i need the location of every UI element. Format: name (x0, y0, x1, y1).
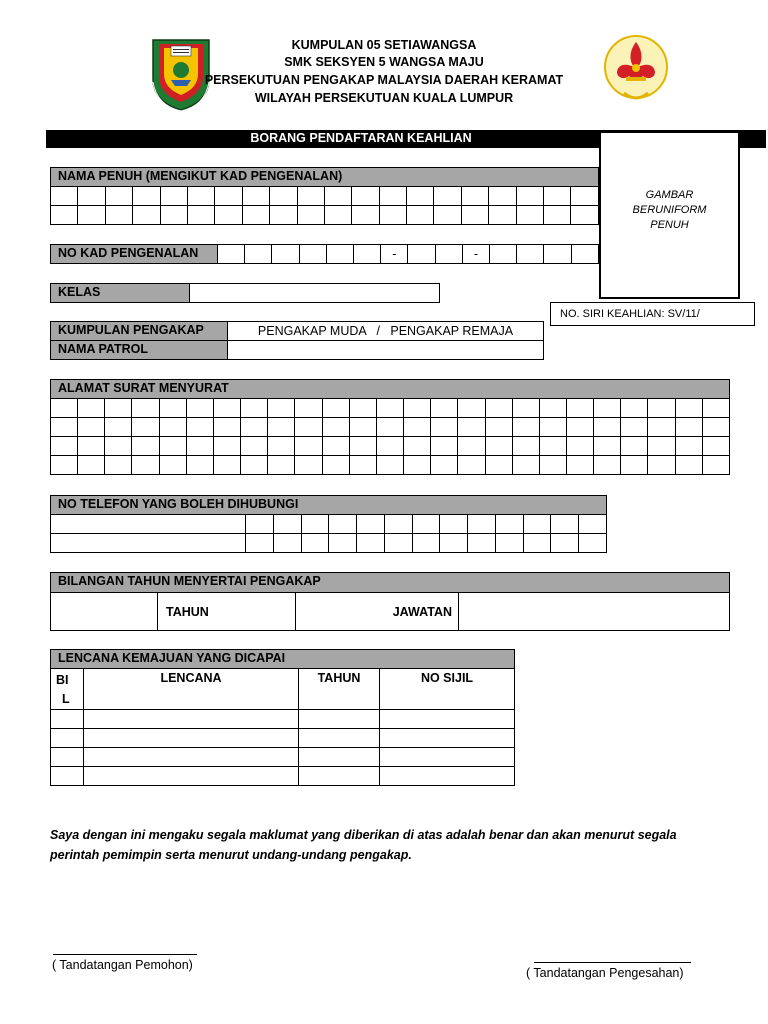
grid-cell[interactable] (376, 456, 403, 475)
scout-group-label: KUMPULAN PENGAKAP (50, 321, 228, 341)
applicant-signature-label: ( Tandatangan Pemohon) (52, 958, 193, 972)
grid-row (51, 767, 515, 786)
grid-cell[interactable] (412, 534, 440, 553)
grid-cell[interactable] (132, 418, 159, 437)
grid-cell[interactable] (132, 399, 159, 418)
grid-cell[interactable] (431, 418, 458, 437)
grid-cell[interactable] (105, 437, 132, 456)
grid-cell[interactable] (241, 418, 268, 437)
grid-cell[interactable] (51, 710, 84, 729)
grid-cell[interactable] (485, 437, 512, 456)
grid-cell[interactable] (404, 418, 431, 437)
grid-cell[interactable] (242, 206, 269, 225)
phone-grid[interactable] (50, 514, 607, 553)
grid-row (51, 515, 607, 534)
grid-cell[interactable] (246, 515, 274, 534)
grid-cell[interactable] (51, 729, 84, 748)
grid-cell[interactable] (490, 245, 517, 264)
badges-col-bil (51, 669, 84, 710)
grid-cell[interactable] (675, 456, 702, 475)
grid-cell[interactable] (295, 456, 322, 475)
grid-cell[interactable] (566, 456, 593, 475)
grid-cell[interactable] (468, 534, 496, 553)
grid-cell[interactable] (485, 456, 512, 475)
grid-cell[interactable] (458, 399, 485, 418)
grid-row (51, 418, 730, 437)
grid-cell[interactable] (566, 399, 593, 418)
grid-cell[interactable] (301, 534, 329, 553)
grid-cell[interactable] (407, 187, 434, 206)
grid-cell[interactable] (384, 534, 412, 553)
years-unit: TAHUN (158, 593, 296, 631)
grid-cell[interactable] (434, 187, 461, 206)
grid-cell[interactable] (648, 456, 675, 475)
grid-cell[interactable] (566, 437, 593, 456)
grid-cell[interactable] (186, 456, 213, 475)
grid-cell[interactable] (458, 418, 485, 437)
grid-cell[interactable] (84, 729, 299, 748)
grid-cell[interactable] (322, 437, 349, 456)
grid-cell[interactable] (78, 456, 105, 475)
scout-group-options[interactable]: PENGAKAP MUDA / PENGAKAP REMAJA (227, 321, 544, 341)
grid-cell[interactable] (431, 456, 458, 475)
grid-cell[interactable] (299, 710, 380, 729)
grid-cell[interactable] (322, 418, 349, 437)
grid-cell[interactable] (407, 206, 434, 225)
grid-cell[interactable] (322, 456, 349, 475)
grid-row (51, 669, 515, 710)
ic-label: NO KAD PENGENALAN (50, 244, 218, 264)
grid-cell[interactable] (458, 456, 485, 475)
grid-cell[interactable] (159, 399, 186, 418)
grid-cell[interactable] (349, 456, 376, 475)
grid-cell[interactable] (485, 418, 512, 437)
class-label: KELAS (50, 283, 190, 303)
grid-cell[interactable] (349, 437, 376, 456)
grid-cell[interactable] (357, 534, 385, 553)
grid-cell[interactable] (380, 748, 515, 767)
grid-cell[interactable] (440, 534, 468, 553)
grid-cell[interactable] (702, 399, 729, 418)
grid-cell[interactable] (78, 206, 105, 225)
grid-cell[interactable] (380, 729, 515, 748)
grid-row (51, 456, 730, 475)
grid-cell[interactable] (299, 767, 380, 786)
grid-cell[interactable] (594, 456, 621, 475)
grid-cell[interactable] (539, 399, 566, 418)
class-input[interactable] (189, 283, 440, 303)
header-region: WILAYAH PERSEKUTUAN KUALA LUMPUR (254, 91, 514, 105)
grid-cell[interactable] (268, 437, 295, 456)
grid-cell[interactable] (295, 437, 322, 456)
grid-cell[interactable] (485, 399, 512, 418)
grid-cell[interactable] (675, 418, 702, 437)
grid-cell[interactable] (594, 399, 621, 418)
serial-number-box (550, 302, 755, 326)
grid-cell[interactable] (132, 456, 159, 475)
badges-col-bil-2: L (62, 692, 70, 706)
grid-cell[interactable] (78, 187, 105, 206)
grid-cell[interactable] (324, 206, 351, 225)
grid-cell[interactable] (159, 437, 186, 456)
grid-cell[interactable] (352, 187, 379, 206)
grid-cell[interactable] (489, 206, 516, 225)
patrol-input[interactable] (227, 340, 544, 360)
grid-cell[interactable] (245, 245, 272, 264)
grid-row (51, 710, 515, 729)
grid-cell[interactable] (268, 456, 295, 475)
grid-cell[interactable] (489, 187, 516, 206)
grid-cell[interactable] (512, 418, 539, 437)
grid-cell[interactable] (241, 456, 268, 475)
grid-cell[interactable] (434, 206, 461, 225)
grid-cell[interactable] (299, 245, 326, 264)
years-label: BILANGAN TAHUN MENYERTAI PENGAKAP (50, 572, 730, 593)
grid-cell[interactable] (539, 456, 566, 475)
grid-cell[interactable] (78, 437, 105, 456)
grid-cell[interactable] (517, 245, 544, 264)
grid-cell[interactable] (213, 418, 240, 437)
badges-title: LENCANA KEMAJUAN YANG DICAPAI (50, 649, 515, 669)
grid-cell[interactable] (523, 534, 551, 553)
ic-separator-1: - (381, 245, 408, 264)
grid-cell[interactable] (84, 710, 299, 729)
grid-row (51, 534, 607, 553)
years-table (50, 592, 730, 631)
grid-cell[interactable] (384, 515, 412, 534)
grid-cell[interactable] (468, 515, 496, 534)
grid-cell[interactable] (675, 437, 702, 456)
grid-cell[interactable] (512, 456, 539, 475)
grid-cell[interactable] (404, 437, 431, 456)
photo-label-1: GAMBAR (645, 189, 694, 201)
grid-cell[interactable] (376, 418, 403, 437)
grid-cell[interactable] (326, 245, 353, 264)
grid-cell[interactable] (495, 534, 523, 553)
grid-cell[interactable] (594, 437, 621, 456)
grid-cell[interactable] (78, 399, 105, 418)
grid-cell[interactable] (412, 515, 440, 534)
grid-row (51, 206, 599, 225)
grid-cell[interactable] (295, 418, 322, 437)
grid-cell[interactable] (186, 399, 213, 418)
grid-cell[interactable] (495, 515, 523, 534)
grid-row (51, 437, 730, 456)
grid-cell[interactable] (512, 399, 539, 418)
grid-cell[interactable] (431, 399, 458, 418)
grid-cell[interactable] (322, 399, 349, 418)
grid-cell[interactable] (544, 187, 571, 206)
badges-col-bil-1: BI (56, 673, 69, 687)
grid-cell[interactable] (270, 206, 297, 225)
grid-row (51, 748, 515, 767)
grid-cell[interactable] (78, 418, 105, 437)
grid-cell[interactable] (51, 399, 78, 418)
grid-cell[interactable] (51, 206, 78, 225)
declaration-line-1: Saya dengan ini mengaku segala maklumat yang diberikan di atas adalah benar dan akan menurut segala (50, 828, 677, 842)
badges-col-cert: NO SIJIL (380, 669, 515, 710)
grid-cell[interactable] (675, 399, 702, 418)
photo-box[interactable] (599, 131, 740, 299)
grid-cell[interactable] (571, 245, 598, 264)
grid-cell[interactable] (160, 206, 187, 225)
grid-cell[interactable] (297, 187, 324, 206)
grid-cell[interactable] (539, 418, 566, 437)
header-group-name: KUMPULAN 05 SETIAWANGSA (291, 38, 477, 52)
grid-cell[interactable] (84, 767, 299, 786)
grid-cell[interactable] (105, 206, 132, 225)
grid-cell[interactable] (299, 748, 380, 767)
grid-cell[interactable] (105, 418, 132, 437)
grid-cell[interactable] (299, 729, 380, 748)
grid-cell[interactable] (431, 437, 458, 456)
grid-cell[interactable] (187, 206, 214, 225)
grid-cell[interactable] (132, 437, 159, 456)
grid-cell[interactable] (357, 515, 385, 534)
grid-cell[interactable] (242, 187, 269, 206)
verifier-signature-line[interactable] (534, 962, 691, 963)
grid-cell[interactable] (380, 710, 515, 729)
grid-cell[interactable] (51, 515, 246, 534)
grid-cell[interactable] (458, 437, 485, 456)
applicant-signature-line[interactable] (53, 954, 197, 955)
grid-cell[interactable] (349, 418, 376, 437)
photo-label-2: BERUNIFORM (632, 204, 707, 216)
declaration (50, 825, 750, 865)
grid-cell[interactable] (404, 399, 431, 418)
grid-cell[interactable] (379, 187, 406, 206)
ic-separator-2: - (462, 245, 489, 264)
grid-cell[interactable] (621, 437, 648, 456)
grid-cell[interactable] (268, 418, 295, 437)
badges-col-badge: LENCANA (84, 669, 299, 710)
declaration-line-2: perintah pemimpin serta menurut undang-undang pengakap. (50, 848, 412, 862)
grid-cell[interactable] (187, 187, 214, 206)
grid-cell[interactable] (539, 437, 566, 456)
grid-cell[interactable] (594, 418, 621, 437)
grid-cell[interactable] (51, 767, 84, 786)
grid-cell[interactable] (621, 456, 648, 475)
grid-cell[interactable] (512, 437, 539, 456)
grid-cell[interactable] (329, 515, 357, 534)
grid-cell[interactable] (579, 515, 607, 534)
grid-cell[interactable] (435, 245, 462, 264)
grid-cell[interactable] (105, 187, 132, 206)
grid-cell[interactable] (324, 187, 351, 206)
grid-cell[interactable] (270, 187, 297, 206)
grid-cell[interactable] (551, 515, 579, 534)
grid-cell[interactable] (51, 418, 78, 437)
grid-cell[interactable] (621, 418, 648, 437)
grid-cell[interactable] (273, 515, 301, 534)
grid-cell[interactable] (408, 245, 435, 264)
form-title: BORANG PENDAFTARAN KEAHLIAN (250, 131, 472, 145)
photo-label-3: PENUH (650, 219, 689, 231)
grid-cell[interactable] (215, 206, 242, 225)
grid-cell[interactable] (186, 437, 213, 456)
grid-cell[interactable] (84, 748, 299, 767)
grid-cell[interactable] (621, 399, 648, 418)
grid-cell[interactable] (440, 515, 468, 534)
grid-cell[interactable] (51, 187, 78, 206)
grid-cell[interactable] (461, 187, 488, 206)
grid-cell[interactable] (648, 437, 675, 456)
grid-cell[interactable] (516, 187, 543, 206)
grid-cell[interactable] (702, 418, 729, 437)
position-input[interactable] (459, 593, 730, 631)
grid-cell[interactable] (51, 456, 78, 475)
grid-cell[interactable] (51, 748, 84, 767)
grid-cell[interactable] (133, 206, 160, 225)
position-label: JAWATAN (296, 593, 459, 631)
grid-cell[interactable] (544, 206, 571, 225)
grid-cell[interactable] (551, 534, 579, 553)
grid-cell[interactable] (702, 456, 729, 475)
grid-cell[interactable] (159, 456, 186, 475)
grid-cell[interactable] (380, 767, 515, 786)
grid-row (218, 245, 599, 264)
grid-cell[interactable] (213, 437, 240, 456)
grid-cell[interactable] (215, 187, 242, 206)
grid-cell[interactable] (648, 418, 675, 437)
grid-cell[interactable] (213, 456, 240, 475)
grid-cell[interactable] (579, 534, 607, 553)
grid-cell[interactable] (516, 206, 543, 225)
grid-cell[interactable] (544, 245, 571, 264)
full-name-label: NAMA PENUH (MENGIKUT KAD PENGENALAN) (50, 167, 599, 187)
grid-cell[interactable] (273, 534, 301, 553)
grid-cell[interactable] (329, 534, 357, 553)
ic-number-grid[interactable] (217, 244, 599, 264)
grid-cell[interactable] (218, 245, 245, 264)
grid-cell[interactable] (566, 418, 593, 437)
grid-cell[interactable] (571, 187, 599, 206)
grid-cell[interactable] (301, 515, 329, 534)
serial-number-label: NO. SIRI KEAHLIAN: SV/11/ (560, 308, 700, 320)
grid-cell[interactable] (295, 399, 322, 418)
header-association: PERSEKUTUAN PENGAKAP MALAYSIA DAERAH KERAMAT (204, 73, 564, 87)
grid-cell[interactable] (523, 515, 551, 534)
grid-cell[interactable] (246, 534, 274, 553)
grid-cell[interactable] (159, 418, 186, 437)
grid-cell[interactable] (51, 437, 78, 456)
grid-cell[interactable] (404, 456, 431, 475)
badges-table[interactable] (50, 668, 515, 786)
grid-cell[interactable] (241, 399, 268, 418)
grid-cell[interactable] (241, 437, 268, 456)
grid-cell[interactable] (133, 187, 160, 206)
verifier-signature-label: ( Tandatangan Pengesahan) (526, 966, 684, 980)
grid-cell[interactable] (51, 534, 246, 553)
phone-label: NO TELEFON YANG BOLEH DIHUBUNGI (50, 495, 607, 515)
grid-cell[interactable] (213, 399, 240, 418)
full-name-grid[interactable] (50, 186, 599, 225)
grid-cell[interactable] (376, 437, 403, 456)
grid-cell[interactable] (461, 206, 488, 225)
grid-cell[interactable] (268, 399, 295, 418)
patrol-label: NAMA PATROL (50, 340, 228, 360)
grid-row (51, 593, 730, 631)
grid-cell[interactable] (105, 456, 132, 475)
grid-cell[interactable] (379, 206, 406, 225)
years-input[interactable] (51, 593, 158, 631)
grid-cell[interactable] (702, 437, 729, 456)
address-grid[interactable] (50, 398, 730, 475)
grid-row (51, 729, 515, 748)
grid-cell[interactable] (186, 418, 213, 437)
grid-cell[interactable] (105, 399, 132, 418)
grid-cell[interactable] (297, 206, 324, 225)
grid-cell[interactable] (160, 187, 187, 206)
grid-cell[interactable] (349, 399, 376, 418)
grid-cell[interactable] (272, 245, 299, 264)
badges-col-year: TAHUN (299, 669, 380, 710)
address-label: ALAMAT SURAT MENYURAT (50, 379, 730, 399)
header-school-name: SMK SEKSYEN 5 WANGSA MAJU (284, 55, 484, 69)
grid-cell[interactable] (376, 399, 403, 418)
grid-cell[interactable] (352, 206, 379, 225)
grid-cell[interactable] (354, 245, 381, 264)
grid-row (51, 399, 730, 418)
grid-cell[interactable] (571, 206, 599, 225)
grid-row (51, 187, 599, 206)
grid-cell[interactable] (648, 399, 675, 418)
